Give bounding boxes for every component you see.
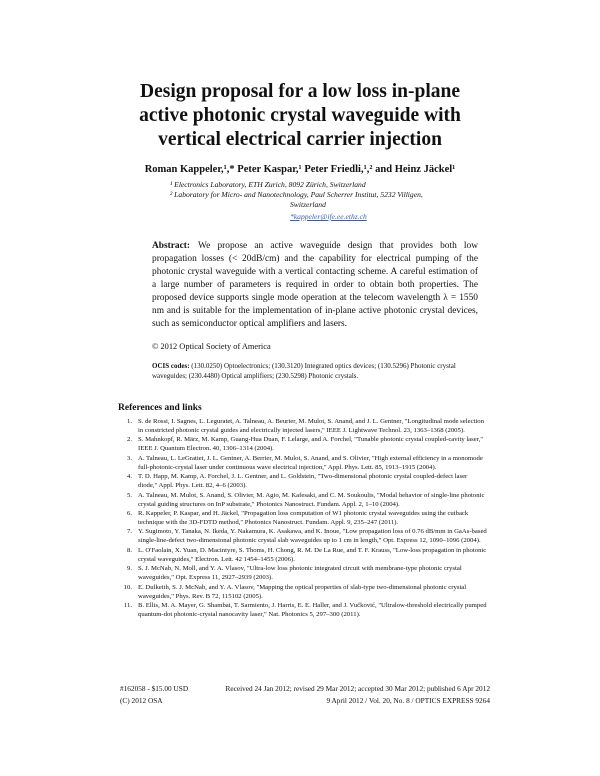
reference-number: 9. [126, 565, 132, 573]
reference-number: 8. [126, 546, 132, 554]
references-heading: References and links [118, 403, 202, 413]
paper-title [100, 80, 500, 152]
reference-list [118, 418, 488, 620]
affiliation-2: ² Laboratory for Micro- and Nanotechnology, Paul Scherrer Institut, 5232 Villigen, [170, 190, 423, 199]
reference-text: T. D. Happ, M. Kamp, A. Forchel, J. L. Gentner, and L. Goldstein, "Two-dimensional photonic crystal coupled-defect laser diode," Appl. Phys. Lett. 82, 4–6 (2003). [138, 473, 468, 490]
reference-text: S. de Rossi, I. Sagnes, L. Leguratet, A. Talneau, A. Beurier, M. Mulot, S. Anand, and J. L. Gentner, "Longitudinal mode selection in constricted photonic crystal guides and electrically injected lasers," IEEE J. Lightwave Technol. 23, 1363–1368 (2005). [138, 418, 484, 434]
reference-text: B. Ellis, M. A. Mayer, G. Shambat, T. Sarmiento, J. Harris, E. E. Haller, and J. Vučković, "Ultralow-threshold electrically pumped quantum-dot photonic-crystal nanocavity laser," Nat. Photonics 5, 297–300 (2011). [138, 602, 487, 618]
footer-journal: 9 April 2012 / Vol. 20, No. 8 / OPTICS EXPRESS 9264 [326, 696, 490, 705]
title-line: Design proposal for a low loss in-plane [140, 81, 460, 102]
reference-item [118, 547, 488, 565]
affiliation-1: ¹ Electronics Laboratory, ETH Zurich, 8092 Zürich, Switzerland [170, 180, 366, 189]
reference-text: A. Talneau, L. LeGratiet, J. L. Gentner, A. Berrier, M. Mulot, S. Anand, and S. Olivier, "High external efficiency in a monomode full-photonic-crystal laser under continuous wave electrical injection," Appl. Phys. Lett. 85, 1913–1915 (2004). [138, 454, 483, 471]
reference-item [118, 510, 488, 528]
reference-text: R. Kappeler, P. Kaspar, and H. Jäckel, "Propagation loss computation of W1 photonic crystal waveguides using the cutback technique with the 3D-FDTD method," Photonics Nanostruct. Fundam. Appl. 9, 235–247 (2011). [138, 510, 469, 526]
reference-item [118, 528, 488, 546]
reference-item [118, 492, 488, 510]
reference-number: 11. [123, 602, 132, 610]
reference-text: E. Dulkeith, S. J. McNab, and Y. A. Vlasov, "Mapping the optical properties of slab-type two-dimensional photonic crystal waveguides," Phys. Rev. B 72, 115102 (2005). [138, 583, 467, 600]
reference-text: Y. Sugimoto, Y. Tanaka, N. Ikeda, Y. Nakamura, K. Asakawa, and K. Inoue, "Low propagation loss of 0.76 dB/mm in GaAs-based single-line-defect two-dimensional photonic crystal slab waveguides up to 1 cm in length," Opt. Express 12, 1090–1096 (2004). [138, 528, 487, 545]
reference-number: 1. [126, 418, 132, 425]
reference-item [118, 565, 488, 583]
reference-text: S. Mahnkopf, R. März, M. Kamp, Guang-Hua Duan, F. Lelarge, and A. Forchel, "Tunable photonic crystal coupled-cavity laser," IEEE J. Quantum Electron. 40, 1306–1314 (2004). [138, 436, 484, 453]
reference-text: A. Talneau, M. Mulot, S. Anand, S. Olivier, M. Agio, M. Kafesaki, and C. M. Soukoulis, "Modal behavior of single-line photonic crystal guiding structures on InP substrate," Photonics Nanostruct. Fundam. Appl. 2, 1–10 (2004). [138, 491, 485, 508]
footer-org: (C) 2012 OSA [120, 696, 163, 705]
reference-item [118, 473, 488, 491]
reference-text: L. O'Faolain, X. Yuan, D. Macintyre, S. Thoms, H. Chong, R. M. De La Rue, and T. F. Krauss, "Low-loss propagation in photonic crystal waveguides," Electron. Lett. 42 1454–1455 (2006). [138, 546, 487, 563]
ocis-codes [152, 362, 482, 381]
reference-number: 7. [126, 528, 132, 536]
reference-number: 4. [126, 473, 132, 481]
abstract [152, 240, 478, 331]
reference-number: 2. [126, 436, 132, 444]
abstract-label: Abstract: [152, 241, 191, 251]
reference-item [118, 436, 488, 454]
title-line: active photonic crystal waveguide with [139, 105, 461, 126]
reference-number: 3. [126, 454, 132, 462]
reference-number: 6. [126, 510, 132, 518]
ocis-label: OCIS codes: [152, 362, 190, 370]
ocis-text: (130.0250) Optoelectronics; (130.3120) Integrated optics devices; (130.5296) Photonic crystal waveguides; (230.4480) Optical amplifiers; (230.5298) Photonic crystals. [152, 362, 456, 380]
reference-number: 10. [123, 583, 132, 591]
copyright-notice: © 2012 Optical Society of America [152, 342, 271, 351]
reference-item [118, 602, 488, 620]
title-line: vertical electrical carrier injection [158, 129, 442, 150]
footer-id-price: #162058 - $15.00 USD [120, 684, 189, 693]
reference-text: S. J. McNab, N. Moll, and Y. A. Vlasov, "Ultra-low loss photonic integrated circuit with membrane-type photonic crystal waveguides," Opt. Express 11, 2927–2939 (2003). [138, 565, 462, 582]
footer-line-1 [120, 684, 490, 693]
reference-item [118, 455, 488, 473]
corresponding-email-link[interactable]: *kappeler@ife.ee.ethz.ch [290, 212, 367, 221]
reference-item [118, 418, 488, 436]
footer-line-2 [120, 696, 490, 705]
abstract-text: We propose an active waveguide design that provides both low propagation losses (< 20dB/cm) and the capability for electrical pumping of the photonic crystal waveguide with a vertical contacting scheme. A careful estimation of a large number of parameters is required in order to obtain both properties. The proposed device supports single mode operation at the telecom wavelength λ = 1550 nm and is suitable for the implementation of in-plane active photonic crystal devices, such as semiconductor optical amplifiers and lasers. [152, 241, 478, 329]
author-list: Roman Kappeler,¹,* Peter Kaspar,¹ Peter Friedli,¹,² and Heinz Jäckel¹ [144, 164, 456, 175]
footer-dates: Received 24 Jan 2012; revised 29 Mar 2012; accepted 30 Mar 2012; published 6 Apr 2012 [225, 684, 490, 693]
affiliation-2-country: Switzerland [290, 200, 326, 209]
reference-item [118, 584, 488, 602]
reference-number: 5. [126, 491, 132, 499]
